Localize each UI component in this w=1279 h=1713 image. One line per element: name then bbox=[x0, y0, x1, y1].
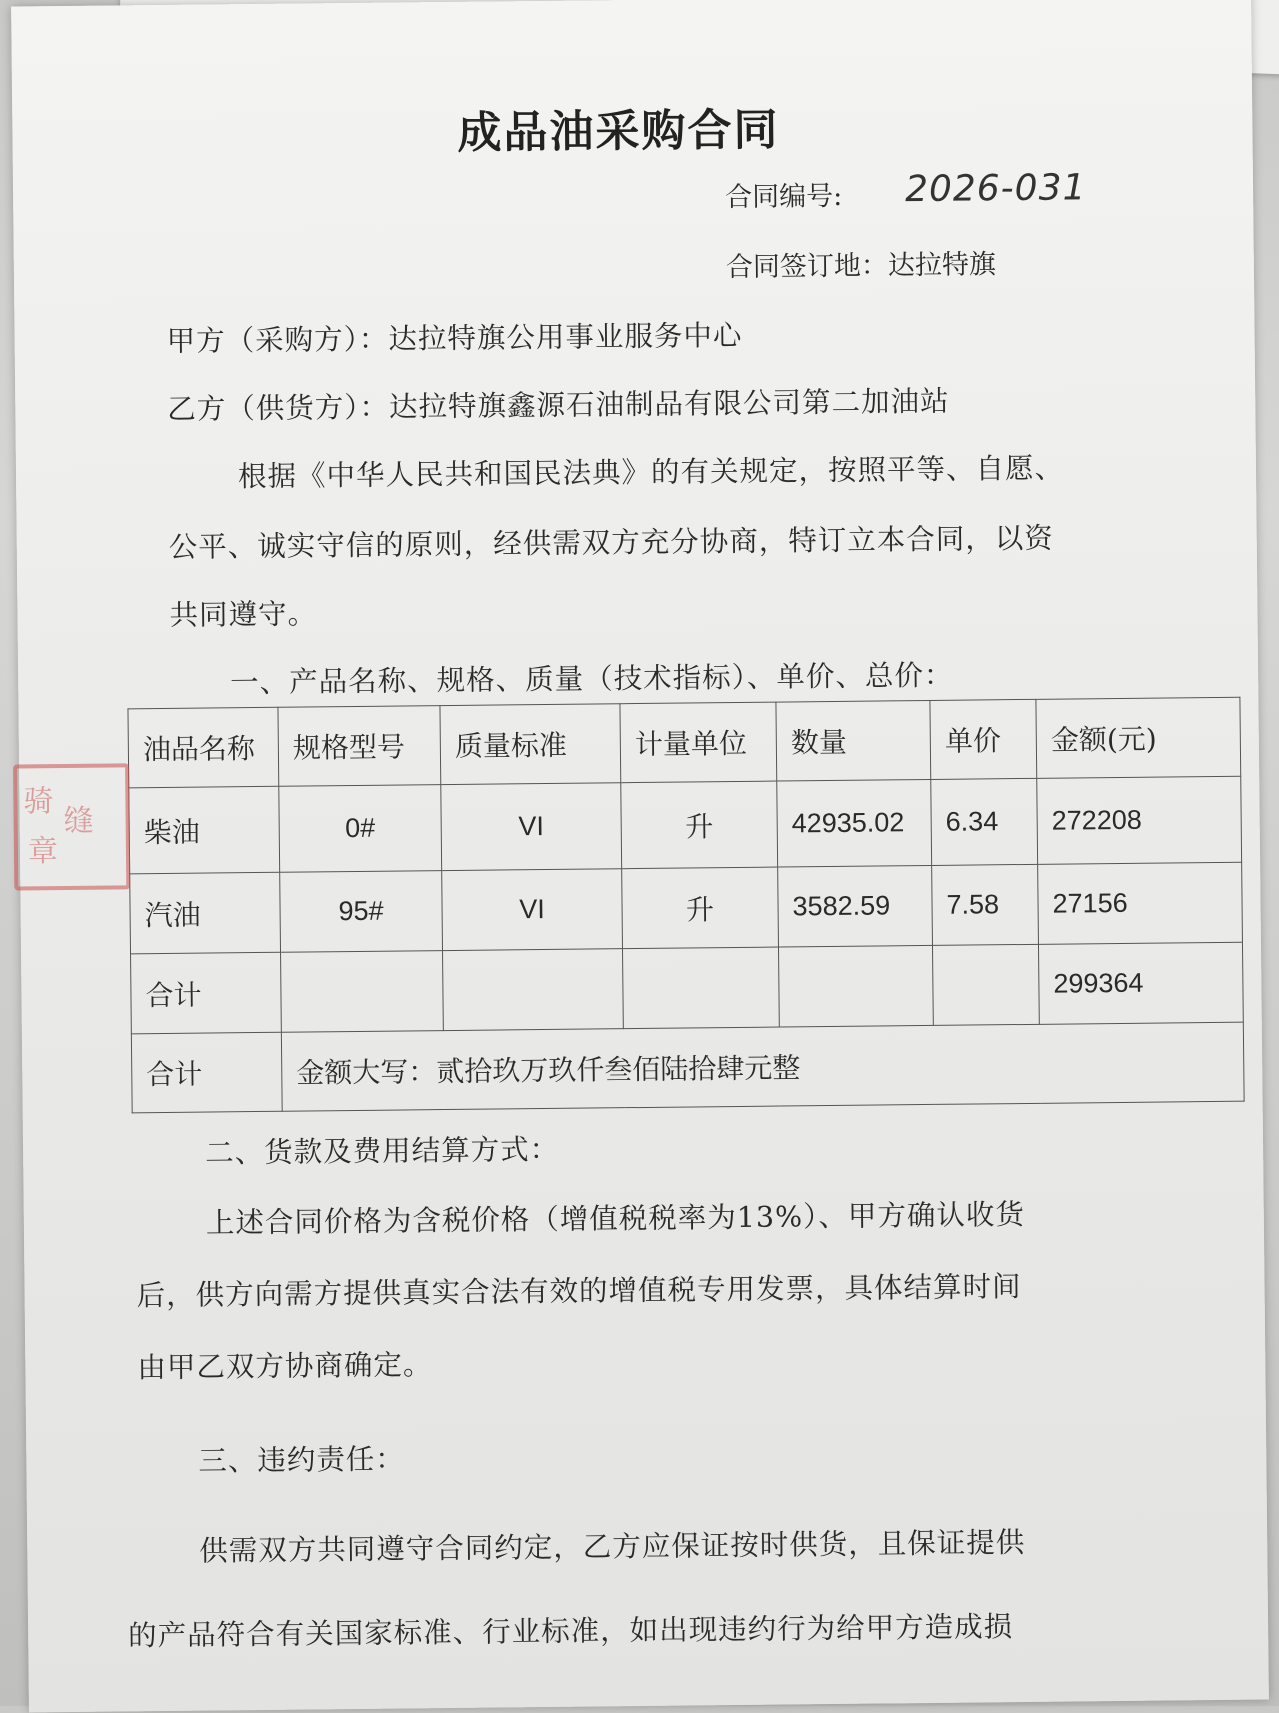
section-3-line-1: 供需双方共同遵守合同约定，乙方应保证按时供货，且保证提供 bbox=[199, 1526, 1026, 1568]
spec-cell: 95# bbox=[280, 871, 443, 953]
unit-price-cell: 7.58 bbox=[932, 864, 1039, 945]
section-2-line-1: 上述合同价格为含税价格（增值税税率为13%）、甲方确认收货 bbox=[205, 1197, 1026, 1240]
header-cell: 油品名称 bbox=[128, 707, 279, 788]
section-3-heading: 三、违约责任： bbox=[198, 1442, 406, 1478]
unit-cell: 升 bbox=[622, 867, 779, 949]
header-cell: 金额(元) bbox=[1036, 697, 1241, 778]
total-row bbox=[131, 1022, 1244, 1113]
subtotal-label: 合计 bbox=[131, 952, 282, 1034]
quality-cell: VI bbox=[441, 783, 622, 871]
empty-cell bbox=[281, 951, 444, 1033]
spec-cell: 0# bbox=[279, 785, 442, 873]
subtotal-row bbox=[131, 942, 1244, 1034]
preamble-line-3: 共同遵守。 bbox=[169, 597, 318, 632]
table-row bbox=[129, 776, 1242, 874]
quantity-cell: 42935.02 bbox=[777, 779, 932, 867]
party-a: 甲方（采购方）：达拉特旗公用事业服务中心 bbox=[166, 318, 743, 358]
quantity-cell: 3582.59 bbox=[778, 865, 933, 947]
table-row bbox=[130, 862, 1243, 954]
empty-cell bbox=[443, 949, 624, 1031]
total-in-words: 金额大写：贰拾玖万玖仟叁佰陆拾肆元整 bbox=[281, 1022, 1244, 1111]
seam-seal-stamp: 骑 缝 章 bbox=[13, 763, 130, 890]
empty-cell bbox=[932, 944, 1039, 1025]
section-2-line-2: 后，供方向需方提供真实合法有效的增值税专用发票，具体结算时间 bbox=[136, 1270, 1022, 1313]
section-2-line-3: 由甲乙双方协商确定。 bbox=[137, 1348, 433, 1385]
header-cell: 数量 bbox=[776, 700, 931, 781]
product-table bbox=[127, 697, 1244, 1114]
contract-number-label: 合同编号: bbox=[724, 180, 843, 214]
section-3-line-2: 的产品符合有关国家标准、行业标准，如出现违约行为给甲方造成损 bbox=[127, 1610, 1014, 1653]
table-header-row bbox=[128, 697, 1241, 788]
quality-cell: VI bbox=[442, 869, 623, 951]
signing-place: 合同签订地：达拉特旗 bbox=[725, 249, 997, 284]
contract-page bbox=[11, 0, 1269, 1712]
section-1-heading: 一、产品名称、规格、质量（技术指标）、单价、总价： bbox=[230, 658, 954, 700]
preamble-line-2: 公平、诚实守信的原则，经供需双方充分协商，特订立本合同，以资 bbox=[168, 521, 1054, 564]
oil-name-cell: 柴油 bbox=[129, 786, 280, 874]
amount-cell: 27156 bbox=[1038, 862, 1243, 944]
oil-name-cell: 汽油 bbox=[130, 872, 281, 954]
subtotal-amount: 299364 bbox=[1038, 942, 1243, 1024]
document-title: 成品油采购合同 bbox=[457, 104, 780, 159]
preamble-line-1: 根据《中华人民共和国民法典》的有关规定，按照平等、自愿、 bbox=[237, 451, 1065, 494]
party-b: 乙方（供货方）：达拉特旗鑫源石油制品有限公司第二加油站 bbox=[167, 384, 950, 426]
empty-cell bbox=[623, 947, 780, 1029]
contract-number-handwritten: 2026-031 bbox=[904, 167, 1087, 211]
header-cell: 规格型号 bbox=[278, 706, 441, 787]
amount-cell: 272208 bbox=[1037, 776, 1242, 864]
empty-cell bbox=[778, 945, 933, 1027]
header-cell: 质量标准 bbox=[440, 704, 621, 785]
total-label: 合计 bbox=[131, 1032, 282, 1113]
unit-cell: 升 bbox=[621, 781, 778, 869]
header-cell: 计量单位 bbox=[620, 702, 777, 783]
section-2-heading: 二、货款及费用结算方式： bbox=[204, 1132, 560, 1170]
header-cell: 单价 bbox=[930, 699, 1037, 779]
unit-price-cell: 6.34 bbox=[931, 778, 1038, 865]
